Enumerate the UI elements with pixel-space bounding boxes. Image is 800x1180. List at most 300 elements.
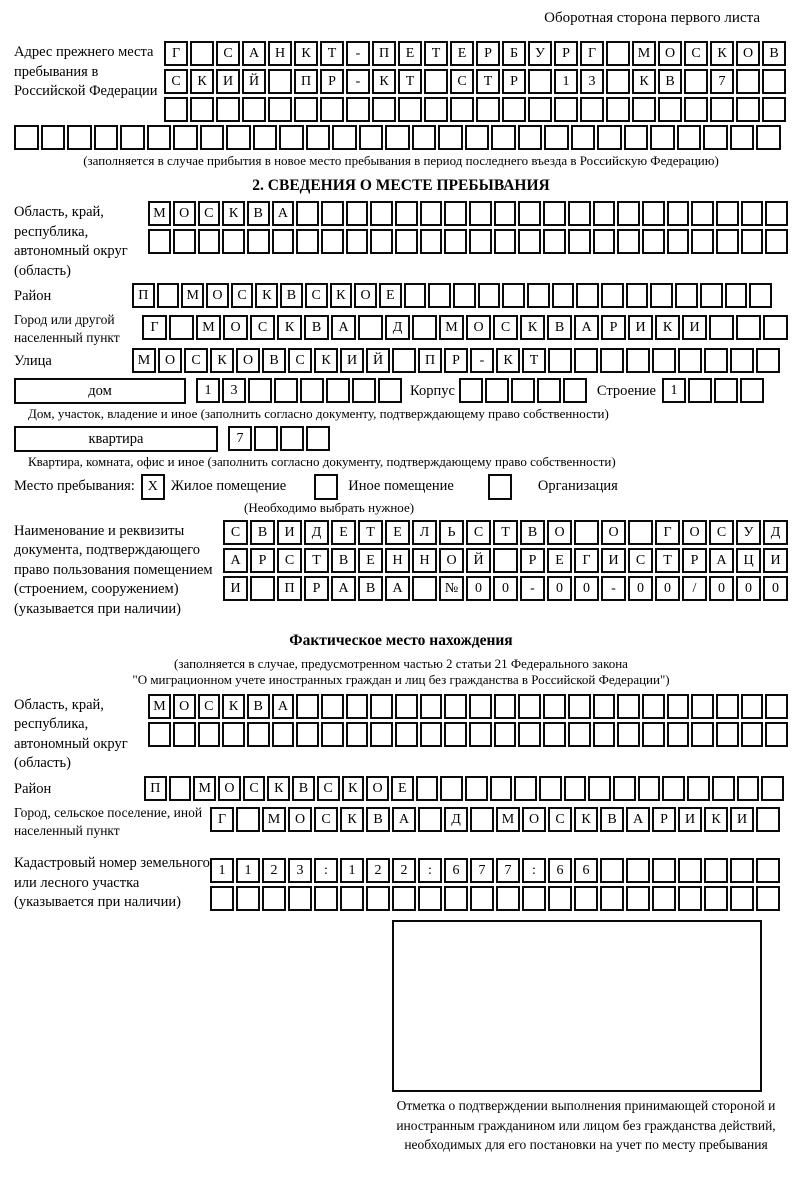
char-box[interactable]: К	[632, 69, 656, 94]
char-box[interactable]: И	[682, 315, 707, 340]
char-box[interactable]: А	[331, 315, 356, 340]
char-box[interactable]	[253, 125, 278, 150]
char-box[interactable]	[678, 348, 702, 373]
char-box[interactable]	[691, 229, 714, 254]
char-box[interactable]	[514, 776, 537, 801]
char-box[interactable]	[272, 722, 295, 747]
char-box[interactable]	[736, 69, 760, 94]
char-box[interactable]	[762, 69, 786, 94]
char-box[interactable]: О	[601, 520, 626, 545]
char-box[interactable]	[543, 694, 566, 719]
char-box[interactable]	[272, 229, 295, 254]
char-box[interactable]	[120, 125, 145, 150]
char-box[interactable]	[392, 348, 416, 373]
char-box[interactable]: Р	[320, 69, 344, 94]
char-box[interactable]	[606, 69, 630, 94]
char-box[interactable]: Е	[398, 41, 422, 66]
char-box[interactable]	[761, 776, 784, 801]
char-box[interactable]: А	[272, 694, 295, 719]
char-box[interactable]	[366, 886, 390, 911]
char-box[interactable]: С	[466, 520, 491, 545]
char-box[interactable]	[268, 97, 292, 122]
char-box[interactable]: О	[173, 201, 196, 226]
char-box[interactable]: Д	[444, 807, 468, 832]
char-box[interactable]	[340, 886, 364, 911]
char-box[interactable]: И	[601, 548, 626, 573]
char-box[interactable]: С	[628, 548, 653, 573]
char-box[interactable]	[288, 886, 312, 911]
char-box[interactable]	[268, 69, 292, 94]
char-box[interactable]	[392, 886, 416, 911]
char-box[interactable]	[352, 378, 376, 403]
char-box[interactable]	[527, 283, 550, 308]
char-box[interactable]: Р	[601, 315, 626, 340]
char-box[interactable]: С	[184, 348, 208, 373]
char-box[interactable]	[617, 694, 640, 719]
char-box[interactable]	[741, 722, 764, 747]
char-box[interactable]: М	[181, 283, 204, 308]
char-box[interactable]	[279, 125, 304, 150]
stay-type-checkbox-other[interactable]	[314, 474, 338, 500]
char-box[interactable]	[714, 378, 738, 403]
char-box[interactable]	[226, 125, 251, 150]
char-box[interactable]	[370, 722, 393, 747]
char-box[interactable]	[628, 520, 653, 545]
char-box[interactable]: К	[342, 776, 365, 801]
char-box[interactable]: 3	[288, 858, 312, 883]
char-box[interactable]	[588, 776, 611, 801]
char-box[interactable]	[262, 886, 286, 911]
char-box[interactable]: Р	[682, 548, 707, 573]
char-box[interactable]: И	[628, 315, 653, 340]
char-box[interactable]	[444, 201, 467, 226]
char-box[interactable]	[494, 722, 517, 747]
char-box[interactable]	[593, 722, 616, 747]
char-box[interactable]	[485, 378, 509, 403]
char-box[interactable]	[41, 125, 66, 150]
char-box[interactable]: М	[632, 41, 656, 66]
char-box[interactable]	[420, 201, 443, 226]
char-box[interactable]	[652, 348, 676, 373]
char-box[interactable]	[306, 426, 330, 451]
char-box[interactable]	[424, 69, 448, 94]
char-box[interactable]	[593, 201, 616, 226]
char-box[interactable]: М	[148, 201, 171, 226]
char-box[interactable]	[554, 97, 578, 122]
char-box[interactable]	[675, 283, 698, 308]
char-box[interactable]	[642, 694, 665, 719]
char-box[interactable]: П	[277, 576, 302, 601]
char-box[interactable]: В	[658, 69, 682, 94]
char-box[interactable]	[370, 694, 393, 719]
char-box[interactable]: 1	[196, 378, 220, 403]
char-box[interactable]	[537, 378, 561, 403]
char-box[interactable]	[438, 125, 463, 150]
char-box[interactable]	[416, 776, 439, 801]
char-box[interactable]	[667, 229, 690, 254]
char-box[interactable]	[198, 229, 221, 254]
char-box[interactable]	[247, 722, 270, 747]
char-box[interactable]: 2	[262, 858, 286, 883]
char-box[interactable]	[444, 229, 467, 254]
char-box[interactable]: П	[144, 776, 167, 801]
char-box[interactable]: С	[198, 694, 221, 719]
char-box[interactable]: В	[280, 283, 303, 308]
char-box[interactable]: И	[223, 576, 248, 601]
char-box[interactable]	[493, 548, 518, 573]
char-box[interactable]	[518, 722, 541, 747]
char-box[interactable]	[580, 97, 604, 122]
char-box[interactable]	[539, 776, 562, 801]
char-box[interactable]: 1	[554, 69, 578, 94]
char-box[interactable]: И	[763, 548, 788, 573]
char-box[interactable]	[494, 229, 517, 254]
char-box[interactable]: В	[520, 520, 545, 545]
char-box[interactable]	[667, 201, 690, 226]
char-box[interactable]	[395, 694, 418, 719]
char-box[interactable]: К	[267, 776, 290, 801]
char-box[interactable]: :	[522, 858, 546, 883]
char-box[interactable]	[725, 283, 748, 308]
char-box[interactable]	[346, 722, 369, 747]
char-box[interactable]	[321, 201, 344, 226]
char-box[interactable]	[736, 97, 760, 122]
char-box[interactable]	[543, 201, 566, 226]
char-box[interactable]	[765, 694, 788, 719]
char-box[interactable]: Т	[424, 41, 448, 66]
char-box[interactable]	[326, 378, 350, 403]
char-box[interactable]	[412, 125, 437, 150]
char-box[interactable]: 7	[710, 69, 734, 94]
char-box[interactable]: С	[314, 807, 338, 832]
char-box[interactable]	[642, 722, 665, 747]
char-box[interactable]: В	[762, 41, 786, 66]
char-box[interactable]	[677, 125, 702, 150]
char-box[interactable]: Г	[574, 548, 599, 573]
char-box[interactable]	[496, 886, 520, 911]
char-box[interactable]	[600, 348, 624, 373]
char-box[interactable]	[444, 886, 468, 911]
char-box[interactable]: Р	[520, 548, 545, 573]
char-box[interactable]	[254, 426, 278, 451]
char-box[interactable]: 0	[709, 576, 734, 601]
char-box[interactable]	[476, 97, 500, 122]
char-box[interactable]: К	[704, 807, 728, 832]
char-box[interactable]	[716, 229, 739, 254]
char-box[interactable]	[691, 201, 714, 226]
char-box[interactable]	[626, 886, 650, 911]
char-box[interactable]: Р	[476, 41, 500, 66]
char-box[interactable]: Т	[493, 520, 518, 545]
char-box[interactable]	[762, 97, 786, 122]
char-box[interactable]	[424, 97, 448, 122]
char-box[interactable]	[642, 201, 665, 226]
char-box[interactable]	[296, 201, 319, 226]
char-box[interactable]	[763, 315, 788, 340]
char-box[interactable]	[638, 776, 661, 801]
char-box[interactable]	[465, 125, 490, 150]
char-box[interactable]: К	[574, 807, 598, 832]
char-box[interactable]	[296, 229, 319, 254]
char-box[interactable]	[650, 125, 675, 150]
char-box[interactable]	[346, 201, 369, 226]
char-box[interactable]: С	[493, 315, 518, 340]
char-box[interactable]	[236, 807, 260, 832]
char-box[interactable]	[459, 378, 483, 403]
char-box[interactable]	[198, 722, 221, 747]
char-box[interactable]: А	[331, 576, 356, 601]
char-box[interactable]: 7	[496, 858, 520, 883]
char-box[interactable]: 6	[548, 858, 572, 883]
char-box[interactable]: С	[277, 548, 302, 573]
char-box[interactable]	[200, 125, 225, 150]
char-box[interactable]: Е	[547, 548, 572, 573]
char-box[interactable]	[564, 776, 587, 801]
char-box[interactable]	[490, 776, 513, 801]
char-box[interactable]: Г	[655, 520, 680, 545]
char-box[interactable]	[14, 125, 39, 150]
char-box[interactable]	[709, 315, 734, 340]
char-box[interactable]: 7	[228, 426, 252, 451]
char-box[interactable]: К	[210, 348, 234, 373]
char-box[interactable]	[684, 69, 708, 94]
char-box[interactable]	[94, 125, 119, 150]
char-box[interactable]: Н	[385, 548, 410, 573]
char-box[interactable]: 2	[366, 858, 390, 883]
char-box[interactable]	[716, 694, 739, 719]
char-box[interactable]	[216, 97, 240, 122]
char-box[interactable]	[148, 722, 171, 747]
char-box[interactable]	[247, 229, 270, 254]
char-box[interactable]	[617, 722, 640, 747]
char-box[interactable]	[169, 776, 192, 801]
char-box[interactable]: 0	[547, 576, 572, 601]
char-box[interactable]: М	[496, 807, 520, 832]
char-box[interactable]	[568, 694, 591, 719]
char-box[interactable]	[662, 776, 685, 801]
char-box[interactable]: Р	[502, 69, 526, 94]
char-box[interactable]	[321, 722, 344, 747]
char-box[interactable]: К	[222, 201, 245, 226]
char-box[interactable]: М	[148, 694, 171, 719]
char-box[interactable]: О	[682, 520, 707, 545]
char-box[interactable]: -	[520, 576, 545, 601]
char-box[interactable]: А	[709, 548, 734, 573]
char-box[interactable]	[528, 69, 552, 94]
char-box[interactable]: -	[346, 41, 370, 66]
char-box[interactable]	[642, 229, 665, 254]
char-box[interactable]: Н	[412, 548, 437, 573]
char-box[interactable]: П	[132, 283, 155, 308]
char-box[interactable]	[518, 229, 541, 254]
char-box[interactable]: О	[658, 41, 682, 66]
char-box[interactable]	[678, 858, 702, 883]
char-box[interactable]: В	[250, 520, 275, 545]
char-box[interactable]	[242, 97, 266, 122]
char-box[interactable]	[502, 283, 525, 308]
char-box[interactable]: Т	[304, 548, 329, 573]
char-box[interactable]: :	[314, 858, 338, 883]
char-box[interactable]	[518, 201, 541, 226]
char-box[interactable]: Т	[358, 520, 383, 545]
char-box[interactable]	[465, 776, 488, 801]
char-box[interactable]: М	[132, 348, 156, 373]
char-box[interactable]	[412, 576, 437, 601]
char-box[interactable]	[741, 694, 764, 719]
char-box[interactable]: У	[528, 41, 552, 66]
char-box[interactable]	[320, 97, 344, 122]
char-box[interactable]: У	[736, 520, 761, 545]
char-box[interactable]	[544, 125, 569, 150]
char-box[interactable]: П	[372, 41, 396, 66]
char-box[interactable]: Б	[502, 41, 526, 66]
char-box[interactable]: Е	[331, 520, 356, 545]
char-box[interactable]	[756, 807, 780, 832]
char-box[interactable]	[613, 776, 636, 801]
char-box[interactable]: О	[466, 315, 491, 340]
char-box[interactable]: 3	[580, 69, 604, 94]
char-box[interactable]	[370, 201, 393, 226]
char-box[interactable]: 1	[662, 378, 686, 403]
char-box[interactable]	[568, 229, 591, 254]
char-box[interactable]	[395, 201, 418, 226]
char-box[interactable]	[687, 776, 710, 801]
char-box[interactable]	[756, 886, 780, 911]
char-box[interactable]	[571, 125, 596, 150]
char-box[interactable]	[511, 378, 535, 403]
char-box[interactable]	[756, 858, 780, 883]
char-box[interactable]	[548, 348, 572, 373]
char-box[interactable]	[749, 283, 772, 308]
char-box[interactable]	[606, 41, 630, 66]
char-box[interactable]	[617, 229, 640, 254]
char-box[interactable]	[704, 858, 728, 883]
char-box[interactable]	[658, 97, 682, 122]
char-box[interactable]: К	[330, 283, 353, 308]
char-box[interactable]	[428, 283, 451, 308]
char-box[interactable]: 2	[392, 858, 416, 883]
char-box[interactable]	[444, 722, 467, 747]
char-box[interactable]: 0	[466, 576, 491, 601]
char-box[interactable]: К	[222, 694, 245, 719]
char-box[interactable]: К	[277, 315, 302, 340]
char-box[interactable]: О	[236, 348, 260, 373]
char-box[interactable]	[626, 858, 650, 883]
char-box[interactable]	[626, 348, 650, 373]
char-box[interactable]	[210, 886, 234, 911]
char-box[interactable]: С	[243, 776, 266, 801]
char-box[interactable]: О	[158, 348, 182, 373]
char-box[interactable]: М	[439, 315, 464, 340]
char-box[interactable]: Е	[358, 548, 383, 573]
char-box[interactable]: О	[736, 41, 760, 66]
char-box[interactable]	[491, 125, 516, 150]
char-box[interactable]	[321, 694, 344, 719]
char-box[interactable]: 3	[222, 378, 246, 403]
char-box[interactable]	[314, 886, 338, 911]
char-box[interactable]	[548, 886, 572, 911]
char-box[interactable]	[518, 125, 543, 150]
char-box[interactable]	[574, 520, 599, 545]
char-box[interactable]	[306, 125, 331, 150]
char-box[interactable]: Н	[268, 41, 292, 66]
char-box[interactable]: -	[470, 348, 494, 373]
char-box[interactable]	[470, 807, 494, 832]
char-box[interactable]	[593, 229, 616, 254]
char-box[interactable]	[378, 378, 402, 403]
char-box[interactable]: А	[272, 201, 295, 226]
char-box[interactable]: С	[288, 348, 312, 373]
char-box[interactable]	[626, 283, 649, 308]
stay-type-checkbox-residential[interactable]: X	[141, 474, 165, 500]
char-box[interactable]	[296, 722, 319, 747]
char-box[interactable]	[765, 229, 788, 254]
char-box[interactable]: 0	[736, 576, 761, 601]
char-box[interactable]	[173, 229, 196, 254]
char-box[interactable]	[173, 722, 196, 747]
char-box[interactable]	[370, 229, 393, 254]
char-box[interactable]	[300, 378, 324, 403]
char-box[interactable]	[250, 576, 275, 601]
char-box[interactable]	[444, 694, 467, 719]
char-box[interactable]: С	[450, 69, 474, 94]
char-box[interactable]	[321, 229, 344, 254]
char-box[interactable]: 7	[470, 858, 494, 883]
char-box[interactable]	[650, 283, 673, 308]
char-box[interactable]	[332, 125, 357, 150]
char-box[interactable]	[730, 348, 754, 373]
char-box[interactable]	[67, 125, 92, 150]
char-box[interactable]: Р	[652, 807, 676, 832]
char-box[interactable]: Т	[320, 41, 344, 66]
char-box[interactable]: Д	[385, 315, 410, 340]
char-box[interactable]	[346, 229, 369, 254]
char-box[interactable]	[398, 97, 422, 122]
char-box[interactable]	[691, 694, 714, 719]
char-box[interactable]	[420, 722, 443, 747]
char-box[interactable]	[688, 378, 712, 403]
char-box[interactable]: А	[242, 41, 266, 66]
char-box[interactable]	[576, 283, 599, 308]
char-box[interactable]	[453, 283, 476, 308]
char-box[interactable]: П	[418, 348, 442, 373]
char-box[interactable]	[741, 201, 764, 226]
char-box[interactable]	[574, 348, 598, 373]
char-box[interactable]: С	[709, 520, 734, 545]
char-box[interactable]: А	[574, 315, 599, 340]
char-box[interactable]: В	[292, 776, 315, 801]
char-box[interactable]: Ц	[736, 548, 761, 573]
char-box[interactable]: С	[198, 201, 221, 226]
char-box[interactable]	[704, 348, 728, 373]
char-box[interactable]	[606, 97, 630, 122]
char-box[interactable]: 6	[574, 858, 598, 883]
char-box[interactable]	[522, 886, 546, 911]
char-box[interactable]	[574, 886, 598, 911]
char-box[interactable]	[420, 229, 443, 254]
char-box[interactable]: В	[247, 201, 270, 226]
char-box[interactable]: 0	[493, 576, 518, 601]
char-box[interactable]: Г	[210, 807, 234, 832]
char-box[interactable]	[418, 807, 442, 832]
char-box[interactable]	[478, 283, 501, 308]
char-box[interactable]	[600, 886, 624, 911]
char-box[interactable]	[597, 125, 622, 150]
char-box[interactable]	[222, 229, 245, 254]
char-box[interactable]: С	[548, 807, 572, 832]
char-box[interactable]	[169, 315, 194, 340]
char-box[interactable]	[740, 378, 764, 403]
